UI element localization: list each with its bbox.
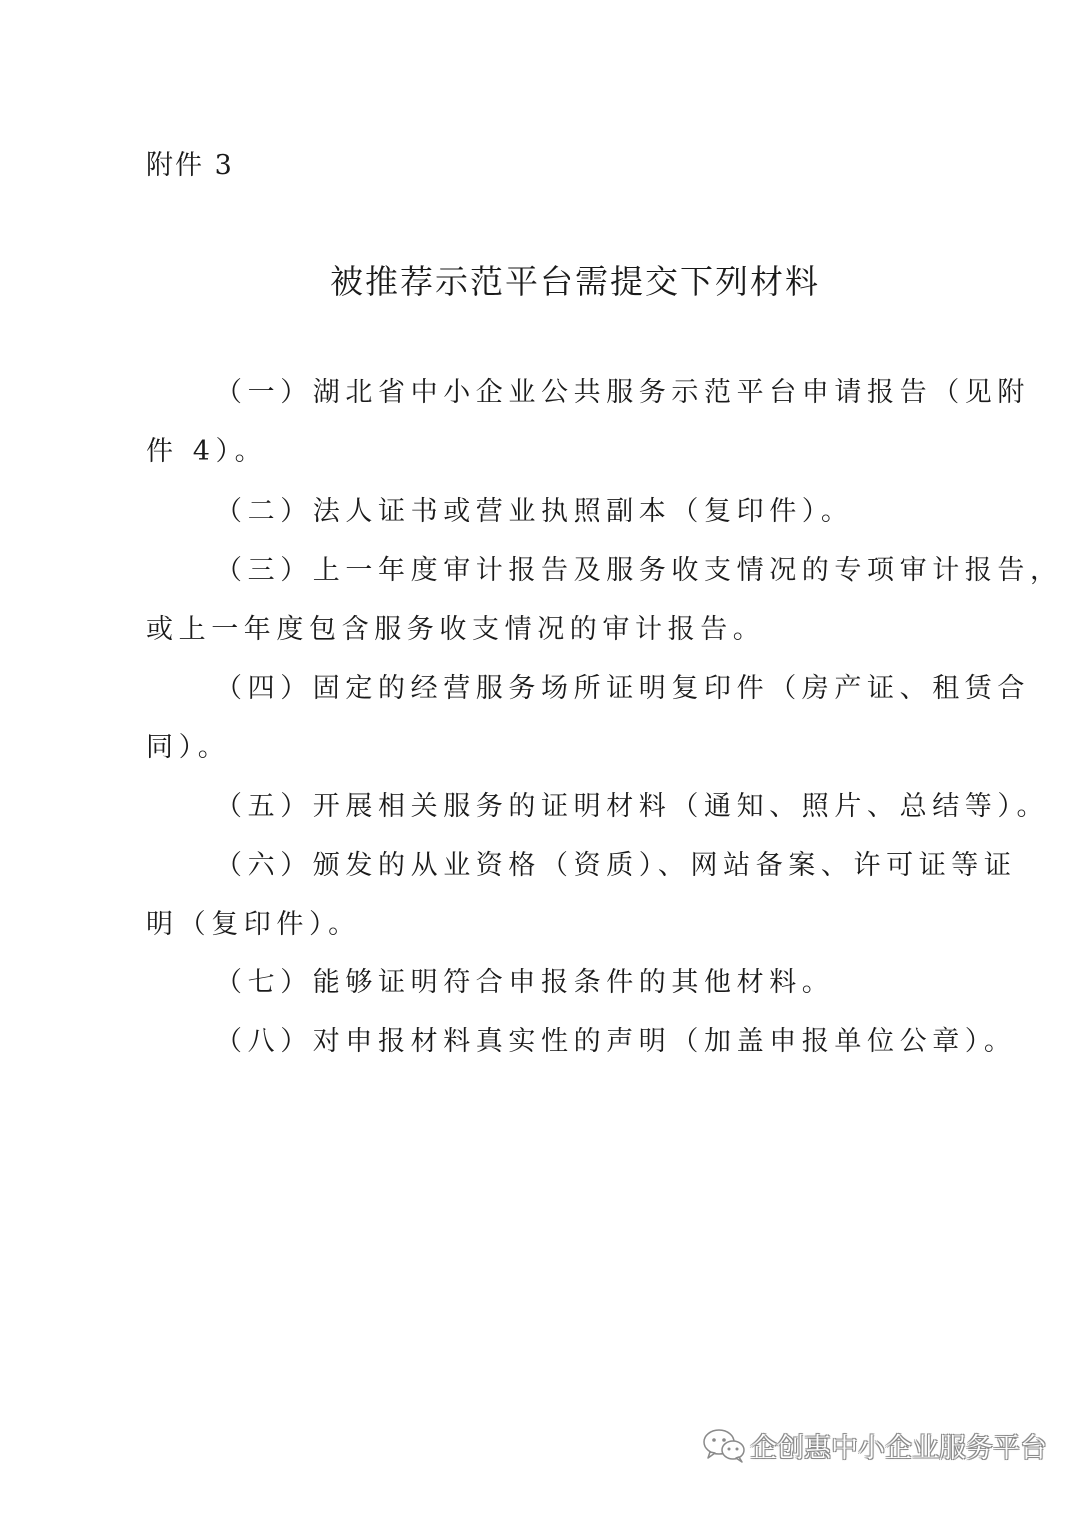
list-item-6-line-2: 明（复印件）。 xyxy=(146,909,361,940)
list-item-7: （七）能够证明符合申报条件的其他材料。 xyxy=(215,967,835,998)
watermark-text: 企创惠中小企业服务平台 xyxy=(750,1432,1047,1464)
list-item-8: （八）对申报材料真实性的声明（加盖申报单位公章）。 xyxy=(215,1026,1017,1057)
list-item-6-line-1: （六）颁发的从业资格（资质）、网站备案、许可证等证 xyxy=(215,850,1017,881)
list-item-2: （二）法人证书或营业执照副本（复印件）。 xyxy=(215,496,854,527)
list-item-3-line-2: 或上一年度包含服务收支情况的审计报告。 xyxy=(146,614,766,645)
document-title: 被推荐示范平台需提交下列材料 xyxy=(330,262,820,301)
wechat-icon xyxy=(700,1425,748,1465)
list-item-3-line-1: （三）上一年度审计报告及服务收支情况的专项审计报告， xyxy=(215,555,1063,586)
list-item-4-line-1: （四）固定的经营服务场所证明复印件（房产证、租赁合 xyxy=(215,673,1030,704)
list-item-4-line-2: 同）。 xyxy=(146,732,231,763)
list-item-1-line-1: （一）湖北省中小企业公共服务示范平台申请报告（见附 xyxy=(215,377,1030,408)
attachment-label: 附件 3 xyxy=(146,150,234,181)
watermark xyxy=(700,1425,1047,1465)
list-item-1-line-2: 件 4）。 xyxy=(146,436,268,467)
list-item-5: （五）开展相关服务的证明材料（通知、照片、总结等）。 xyxy=(215,791,1050,822)
